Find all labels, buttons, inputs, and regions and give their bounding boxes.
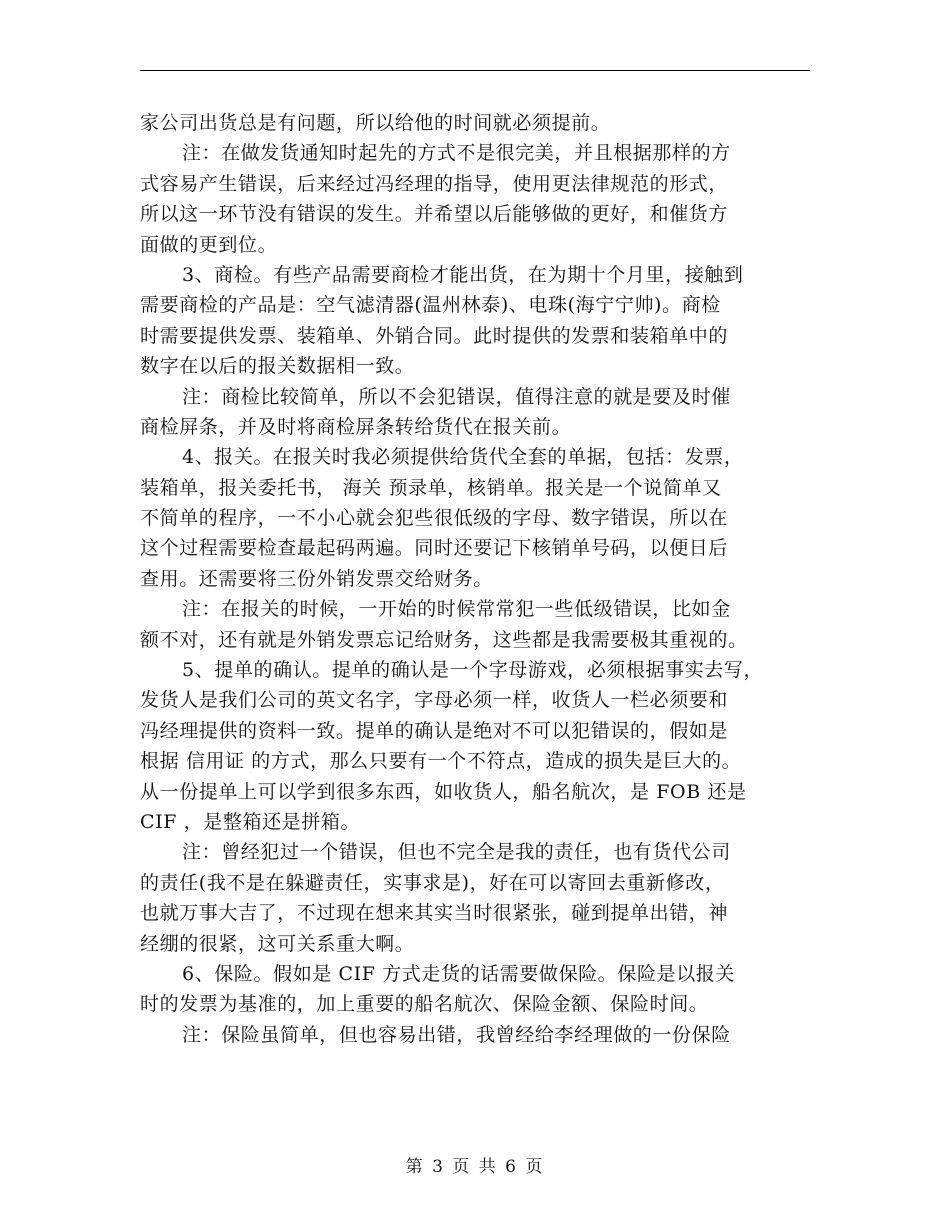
header-rule xyxy=(140,70,810,71)
text-line: 查用。还需要将三份外销发票交给财务。 xyxy=(140,567,493,590)
text-line: CIF ，是整箱还是拼箱。 xyxy=(140,810,361,833)
text-line: 6、保险。假如是 CIF 方式走货的话需要做保险。保险是以报关 xyxy=(182,962,735,985)
text-line: 从一份提单上可以学到很多东西，如收货人，船名航次，是 FOB 还是 xyxy=(140,780,747,803)
text-line: 发货人是我们公司的英文名字，字母必须一样，收货人一栏必须要和 xyxy=(140,689,729,712)
text-line: 面做的更到位。 xyxy=(140,233,278,256)
text-line: 根据 信用证 的方式，那么只要有一个不符点，造成的损失是巨大的。 xyxy=(140,750,742,773)
text-line: 注：保险虽简单，但也容易出错，我曾经给李经理做的一份保险 xyxy=(182,1023,731,1046)
text-line: 的责任(我不是在躲避责任，实事求是)，好在可以寄回去重新修改， xyxy=(140,871,725,894)
page-number: 第 3 页 共 6 页 xyxy=(405,1157,545,1177)
text-line: 需要商检的产品是：空气滤清器(温州林泰)、电珠(海宁宁帅)。商检 xyxy=(140,294,721,317)
text-line: 注：曾经犯过一个错误，但也不完全是我的责任，也有货代公司 xyxy=(182,841,731,864)
text-line: 5、提单的确认。提单的确认是一个字母游戏，必须根据事实去写， xyxy=(182,659,764,682)
text-line: 注：商检比较简单，所以不会犯错误，值得注意的就是要及时催 xyxy=(182,385,731,408)
text-line: 注：在报关的时候，一开始的时候常常犯一些低级错误，比如金 xyxy=(182,598,731,621)
body-text xyxy=(140,108,820,1050)
text-line: 冯经理提供的资料一致。提单的确认是绝对不可以犯错误的，假如是 xyxy=(140,719,729,742)
text-line: 时的发票为基准的，加上重要的船名航次、保险金额、保险时间。 xyxy=(140,993,709,1016)
text-line: 这个过程需要检查最起码两遍。同时还要记下核销单号码，以便日后 xyxy=(140,537,729,560)
text-line: 不简单的程序，一不小心就会犯些很低级的字母、数字错误，所以在 xyxy=(140,507,729,530)
text-line: 装箱单，报关委托书， 海关 预录单，核销单。报关是一个说简单又 xyxy=(140,476,722,499)
text-line: 商检屏条，并及时将商检屏条转给货代在报关前。 xyxy=(140,415,572,438)
text-line: 时需要提供发票、装箱单、外销合同。此时提供的发票和装箱单中的 xyxy=(140,324,729,347)
text-line: 额不对，还有就是外销发票忘记给财务，这些都是我需要极其重视的。 xyxy=(140,628,748,651)
text-line: 所以这一环节没有错误的发生。并希望以后能够做的更好，和催货方 xyxy=(140,203,729,226)
text-line: 3、商检。有些产品需要商检才能出货，在为期十个月里，接触到 xyxy=(182,263,744,286)
text-line: 家公司出货总是有问题，所以给他的时间就必须提前。 xyxy=(140,112,611,134)
text-line: 注：在做发货通知时起先的方式不是很完美，并且根据那样的方 xyxy=(182,142,731,165)
text-line: 式容易产生错误，后来经过冯经理的指导，使用更法律规范的形式， xyxy=(140,172,729,195)
text-line: 4、报关。在报关时我必须提供给货代全套的单据，包括：发票， xyxy=(182,446,744,469)
text-line: 经绷的很紧，这可关系重大啊。 xyxy=(140,932,415,955)
text-line: 数字在以后的报关数据相一致。 xyxy=(140,355,415,378)
text-line: 也就万事大吉了，不过现在想来其实当时很紧张，碰到提单出错，神 xyxy=(140,902,729,925)
